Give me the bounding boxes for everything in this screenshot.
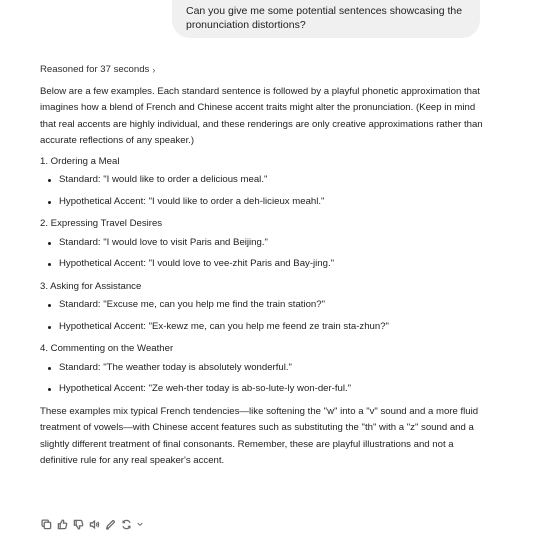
chevron-right-icon: › [152, 65, 156, 75]
example-text: Hypothetical Accent: "Ze weh-ther today is ab-so-lute-ly won-der-ful." [59, 383, 352, 394]
bullet-icon [48, 388, 51, 391]
example-text: Hypothetical Accent: "I vould like to order a deh-licieux meahl." [59, 195, 325, 207]
section-title: 4. Commenting on the Weather [40, 343, 174, 354]
thumbs-down-icon[interactable] [72, 518, 84, 530]
user-message-bubble [172, 0, 480, 38]
edit-icon[interactable] [104, 518, 116, 530]
section-title: 1. Ordering a Meal [40, 155, 120, 167]
bullet-icon [48, 326, 51, 329]
bullet-icon [48, 367, 51, 370]
section-weather [40, 341, 490, 398]
example-list [40, 172, 490, 210]
list-item [48, 319, 490, 336]
example-text: Standard: "I would like to order a delicious meal." [59, 174, 268, 185]
section-title: 2. Expressing Travel Desires [40, 218, 163, 229]
list-item [48, 256, 490, 273]
bullet-icon [48, 242, 51, 245]
copy-icon[interactable] [40, 518, 52, 530]
regenerate-icon[interactable] [120, 518, 132, 530]
bullet-icon [48, 263, 51, 266]
reasoning-toggle[interactable] [40, 62, 490, 79]
example-text: Standard: "I would love to visit Paris and Beijing." [59, 236, 268, 248]
section-title: 3. Asking for Assistance [40, 280, 142, 292]
example-text: Standard: "Excuse me, can you help me find the train station?" [59, 299, 325, 310]
bullet-icon [48, 304, 51, 307]
example-list [40, 235, 490, 273]
list-item [48, 381, 490, 398]
thumbs-up-icon[interactable] [56, 518, 68, 530]
example-text: Hypothetical Accent: "I vould love to vee-zhit Paris and Bay-jing." [59, 258, 335, 269]
intro-paragraph: Below are a few examples. Each standard sentence is followed by a playful phonetic approximation that imagines how a blend of French and Chinese accent traits might alter the pronunciation. (Keep in mind that real accents are highly individual, and these renderings are only creative approximations rather than accurate reflections of any speaker.) [40, 85, 483, 146]
section-travel-desires [40, 216, 490, 273]
read-aloud-icon[interactable] [88, 518, 100, 530]
list-item [48, 235, 490, 252]
bullet-icon [48, 201, 51, 204]
sections [40, 154, 490, 398]
list-item [48, 172, 490, 189]
list-item [48, 194, 490, 211]
example-text: Standard: "The weather today is absolutely wonderful." [59, 361, 292, 373]
user-message-text: Can you give me some potential sentences showcasing the pronunciation distortions? [186, 5, 463, 31]
outro-paragraph: These examples mix typical French tendencies—like softening the "w" into a "v" sound and a more fluid treatment of vowels—with Chinese accent features such as substituting the "th" with a "z" sound and a slightly different treatment of final consonants. Remember, these are playful illustrations and not a definitive rule for any real speaker's accent. [40, 405, 479, 466]
message-actions [40, 518, 144, 530]
bullet-icon [48, 179, 51, 182]
list-item [48, 297, 490, 314]
list-item [48, 360, 490, 377]
reasoning-label: Reasoned for 37 seconds [40, 64, 150, 75]
example-list [40, 360, 490, 398]
chevron-down-icon[interactable] [136, 518, 144, 530]
example-text: Hypothetical Accent: "Ex-kewz me, can you help me feend ze train sta-zhun?" [59, 320, 389, 332]
section-ordering-meal [40, 154, 490, 211]
example-list [40, 297, 490, 335]
assistant-response [40, 62, 490, 470]
section-assistance [40, 279, 490, 336]
